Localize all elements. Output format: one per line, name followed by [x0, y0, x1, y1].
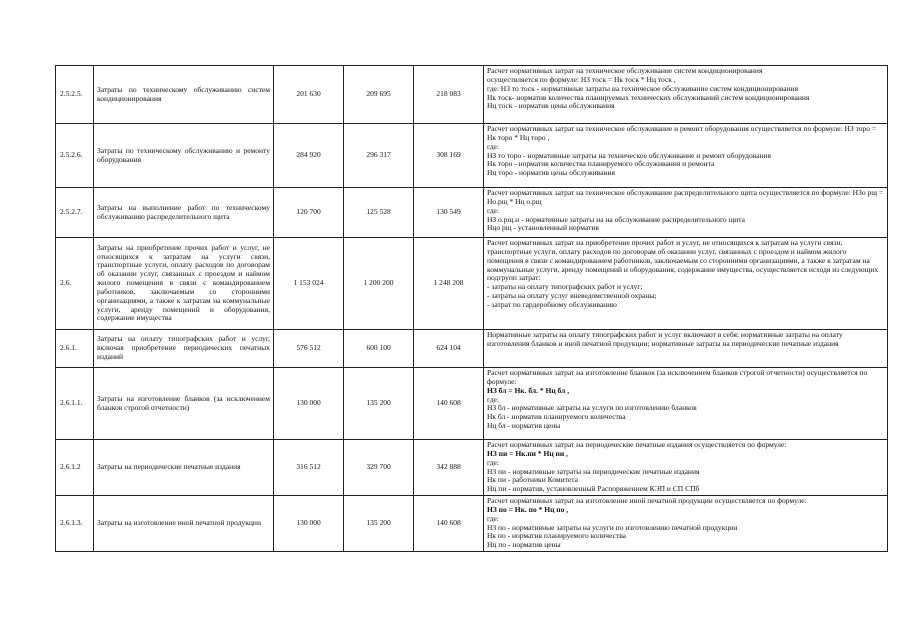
- calculation-line: Нк тоск- норматив количества планируемых технических обслуживаний систем кондиционирования: [487, 92, 810, 102]
- calculation-line: Расчет нормативных затрат на техническое обслуживание и ремонт оборудования осуществляется по формуле: НЗ торо = Нк торо * Нц торо ,: [487, 124, 877, 142]
- row-name: Затраты на выполнение работ по техническому обслуживанию распределительного щита: [94, 188, 274, 238]
- table-row: [56, 368, 888, 440]
- calculation-line: Нц торо - норматив цены обслуживания: [487, 168, 615, 178]
- calculation-line: НЗ пи = Нк.пи * Нц пи ,: [487, 448, 568, 458]
- calculation-line: НЗ бл - нормативные затраты на услуги по изготовлению бланков: [487, 403, 697, 413]
- row-value-year-3: 308 169: [414, 124, 484, 188]
- row-value-year-3: 624 104: [414, 330, 484, 368]
- calculation-line: НЗ о.рщ.н - нормативные затраты на на обслуживание распределительного щита: [487, 214, 745, 224]
- row-name: Затраты по техническому обслуживанию систем кондиционирования: [94, 66, 274, 124]
- table-row: [56, 124, 888, 188]
- calculation-line: Нк по - норматив планируемого количества: [487, 531, 626, 541]
- row-value-year-1: 1 153 024: [274, 238, 344, 330]
- row-name: Затраты на оплату типографских работ и услуг, включая приобретение периодических печатных изданий: [94, 330, 274, 368]
- table-row: [56, 238, 888, 330]
- row-calculation-method: [484, 238, 888, 330]
- row-calculation-method: [484, 496, 888, 552]
- calculation-line: Нормативные затраты на оплату типографских работ и услуг включают в себя: нормативные затраты на оплату изготовления бланков и иной печатной продукции; нормативные затраты на периодические печатные издания: [487, 330, 843, 348]
- calculation-line: где: НЗ то тоск - нормативные затраты на техническое обслуживание систем кондиционирования: [487, 83, 799, 93]
- calculation-line: Нк бл - норматив планируемого количества: [487, 412, 626, 422]
- row-calculation-method: [484, 368, 888, 440]
- calculation-line: - затрат по гардеробному обслуживанию: [487, 299, 617, 309]
- table-row: [56, 440, 888, 496]
- calculation-line: НЗ по - нормативные затраты на услуги по изготовлению печатной продукции: [487, 522, 738, 532]
- row-value-year-3: 130 549: [414, 188, 484, 238]
- calculation-line: где:: [487, 141, 499, 151]
- calculation-line: Расчет нормативных затрат на периодические печатные издания осуществляется по формуле:: [487, 440, 787, 449]
- calculation-line: Расчет нормативных затрат на изготовление бланков (за исключением бланков строгой отчетности) осуществляется по формуле:: [487, 368, 868, 386]
- row-value-year-1: 284 920: [274, 124, 344, 188]
- row-value-year-2: 135 200: [344, 496, 414, 552]
- table-body: [56, 66, 888, 552]
- calculation-line: - затраты на оплату типографских работ и услуг;: [487, 282, 643, 292]
- row-value-year-2: 1 200 200: [344, 238, 414, 330]
- calculation-line: Расчет нормативных затрат на техническое обслуживание распределительного щита осуществляется по формуле: НЗо рщ = Нo.рщ * Нц о.рщ: [487, 188, 884, 206]
- row-calculation-method: [484, 124, 888, 188]
- table-row: [56, 330, 888, 368]
- row-value-year-3: 342 888: [414, 440, 484, 496]
- calculation-line: где:: [487, 394, 499, 404]
- row-value-year-2: 600 100: [344, 330, 414, 368]
- calculation-line: где:: [487, 513, 499, 523]
- row-calculation-method: [484, 66, 888, 124]
- calculation-line: где:: [487, 457, 499, 467]
- table-row: [56, 496, 888, 552]
- row-value-year-1: 576 512: [274, 330, 344, 368]
- row-name: Затраты на периодические печатные издания: [94, 440, 274, 496]
- cost-norms-table: [55, 65, 888, 552]
- row-name: Затраты на изготовление иной печатной продукции: [94, 496, 274, 552]
- row-name: Затраты на приобретение прочих работ и услуг, не относящихся к затратам на услуги связи, транспортные услуги, оплату расходов по договорам об оказании услуг, связанных с проездом и наймом жилого помещения в связи с командированием работников, заключаемым со сторонними организациями, а также к затратам на коммунальные услуги, аренду помещений и оборудования, содержание имущества: [94, 238, 274, 330]
- row-value-year-3: 1 248 208: [414, 238, 484, 330]
- row-value-year-2: 296 317: [344, 124, 414, 188]
- calculation-line: Нц по - норматив цены: [487, 540, 561, 550]
- row-value-year-1: 130 000: [274, 368, 344, 440]
- calculation-line: НЗ по = Нк. по * Нц по ,: [487, 504, 569, 514]
- calculation-line: где:: [487, 205, 499, 215]
- row-calculation-method: [484, 188, 888, 238]
- cost-norms-table-page: [55, 65, 887, 552]
- calculation-line: Расчет нормативных затрат на приобретение прочих работ и услуг, не относящихся к затратам на услуги связи, транспортные услуги, оплату расходов по договорам об оказании услуг, связанных с проездом и наймом жилого помещения в связи с командированием работников, заключаемым со сторонними организациями, а также к затратам на коммунальные услуги, аренду помещений и оборудования, содержание имущества, осуществляется исходя из следующих подгрупп затрат:: [487, 238, 879, 283]
- calculation-line: осуществляется по формуле: НЗ тоск = Нк тоск * Нц тоск ,: [487, 74, 676, 84]
- row-code: 2.6.1.: [56, 330, 94, 368]
- row-name: Затраты на изготовление бланков (за исключением бланков строгой отчетности): [94, 368, 274, 440]
- calculation-line: Нк пи - работники Комитета: [487, 475, 578, 485]
- calculation-line: НЗ пи - нормативные затраты на периодические печатные издания: [487, 466, 700, 476]
- row-code: 2.5.2.7.: [56, 188, 94, 238]
- row-value-year-1: 201 630: [274, 66, 344, 124]
- row-value-year-3: 140 608: [414, 496, 484, 552]
- row-value-year-2: 209 695: [344, 66, 414, 124]
- row-code: 2.6.1.2: [56, 440, 94, 496]
- row-calculation-method: [484, 330, 888, 368]
- row-code: 2.5.2.6.: [56, 124, 94, 188]
- calculation-line: НЗ бл = Нк. бл. * Нц бл ,: [487, 385, 570, 395]
- row-value-year-1: 130 000: [274, 496, 344, 552]
- row-code: 2.6.1.3.: [56, 496, 94, 552]
- row-code: 2.5.2.5.: [56, 66, 94, 124]
- row-code: 2.6.: [56, 238, 94, 330]
- calculation-line: НЗ то торо - нормативные затраты на техническое обслуживание и ремонт оборудования: [487, 150, 771, 160]
- row-value-year-3: 140 608: [414, 368, 484, 440]
- row-value-year-3: 218 083: [414, 66, 484, 124]
- calculation-line: Нк торо - норматив количества планируемого обслуживания и ремонта: [487, 159, 715, 169]
- row-code: 2.6.1.1.: [56, 368, 94, 440]
- row-value-year-2: 329 700: [344, 440, 414, 496]
- row-name: Затраты по техническому обслуживанию и ремонту оборудования: [94, 124, 274, 188]
- row-value-year-2: 135 200: [344, 368, 414, 440]
- calculation-line: Нцо рщ - установленный норматив: [487, 223, 599, 233]
- table-row: [56, 66, 888, 124]
- calculation-line: Расчет нормативных затрат на изготовление иной печатной продукции осуществляется по формуле:: [487, 496, 807, 506]
- calculation-line: Нц бл - норматив цены: [487, 421, 561, 431]
- row-value-year-1: 120 700: [274, 188, 344, 238]
- calculation-line: Нц тоск - норматив цены обслуживания: [487, 101, 615, 111]
- row-value-year-1: 316 512: [274, 440, 344, 496]
- row-calculation-method: [484, 440, 888, 496]
- calculation-line: Нц пи - норматив, установленный Распоряжением КЭП и СП СПб: [487, 484, 700, 494]
- calculation-line: Расчет нормативных затрат на техническое обслуживание систем кондиционирования: [487, 66, 763, 75]
- table-row: [56, 188, 888, 238]
- row-value-year-2: 125 528: [344, 188, 414, 238]
- calculation-line: - затраты на оплату услуг вневедомственной охраны;: [487, 291, 657, 301]
